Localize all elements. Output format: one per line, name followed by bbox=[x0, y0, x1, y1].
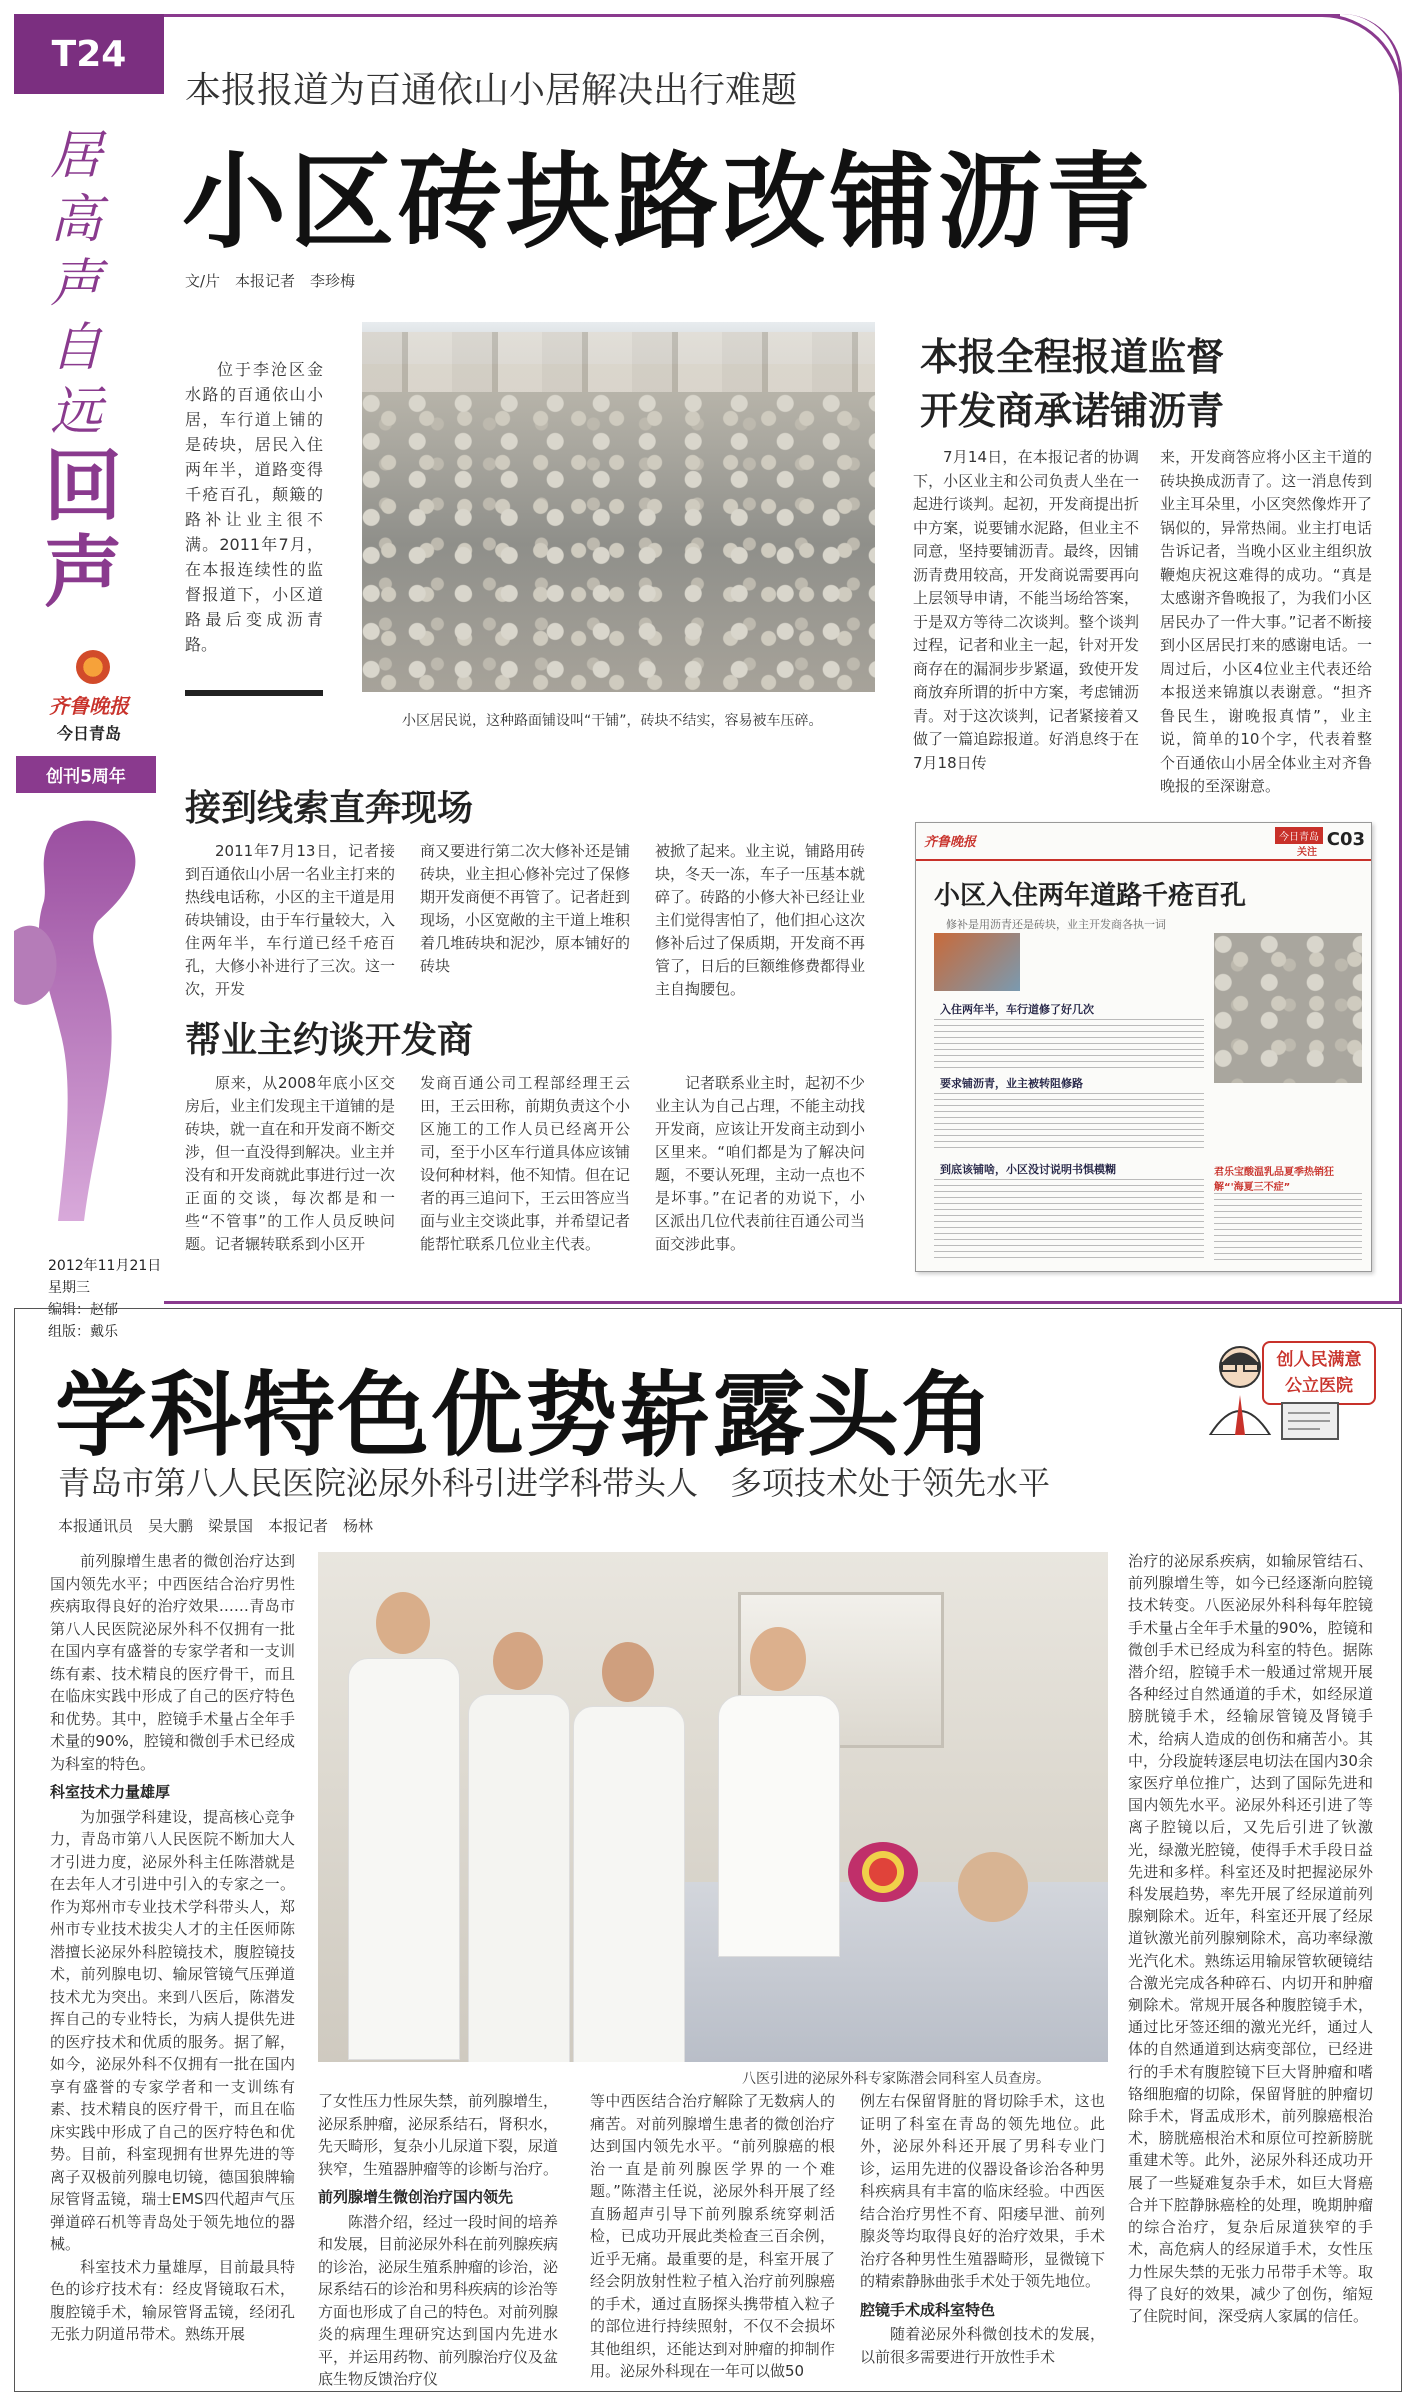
designer-credit: 组版：戴乐 bbox=[48, 1324, 118, 1340]
b-col4-body: 随着泌尿外科微创技术的发展，以前很多需要进行开放性手术 bbox=[860, 2325, 1105, 2366]
b-col1-intro: 前列腺增生患者的微创治疗达到国内领先水平；中西医结合治疗男性疾病取得良好的治疗效果……青岛市第八人民医院泌尿外科不仅拥有一批在国内享有盛誉的专家学者和一支训练有素、技术精良的医疗骨干，而且在临床实践中形成了自己的医疗特色和优势。其中，腔镜手术量占全年手术量的90%，腔镜和微创手术已经成为科室的特色。 bbox=[50, 1552, 295, 1773]
sec1-col3-text: 被掀了起来。业主说，铺路用砖块，冬天一冻，车子一压基本就碎了。砖路的小修大补已经让业主们觉得害怕了，他们担心这次修补后过了保质期，开发商不再管了，日后的巨额维修费都得业主自掏腰包。 bbox=[655, 842, 866, 998]
decorative-figure-icon bbox=[14, 811, 164, 1231]
doctor-3-head bbox=[602, 1642, 654, 1702]
doctor-4 bbox=[718, 1627, 838, 1957]
b-col1-body: 为加强学科建设，提高核心竞争力，青岛市第八人民医院不断加大人才引进力度，泌尿外科主任陈潜就是在去年人才引进中引入的专家之一。作为郑州市专业技术学科带头人，郑州市专业技术拔尖人才的主任医师陈潜擅长泌尿外科腔镜技术，腹腔镜技术，前列腺电切、输尿管镜气压弹道技术尤为突出。来到八医后，陈潜发挥自己的专业特长，为病人提供先进的医疗技术和优质的服务。据了解，如今，泌尿外科不仅拥有一批在国内享有盛誉的专家学者和一支训练有素、技术精良的医疗骨干，而且在临床实践中形成了自己的医疗特色和优势。目前，科室现拥有世界先进的等离子双极前列腺电切镜，德国狼牌输尿管肾盂镜，瑞士EMS四代超声气压弹道碎石机等青岛处于领先地位的器械。 bbox=[50, 1807, 295, 2253]
b-col5 bbox=[1128, 1550, 1373, 2327]
photo1-caption: 小区居民说，这种路面铺设叫“干铺”，砖块不结实，容易被车压碎。 bbox=[402, 713, 823, 729]
sec2-col2 bbox=[420, 1072, 630, 1256]
doctor-4-head bbox=[750, 1627, 806, 1691]
page-number: T24 bbox=[51, 34, 127, 75]
sec2-col3 bbox=[655, 1072, 865, 1256]
b-col3 bbox=[590, 2090, 835, 2383]
lead-divider bbox=[185, 690, 323, 696]
sec1-col1-text: 2011年7月13日，记者接到百通依山小居一名业主打来的热线电话称，小区的主干道是用砖块铺设，由于车行量较大，入住两年半，车行道已经千疮百孔，大修小补进行了三次。这一次，开发 bbox=[185, 842, 396, 998]
b-col2 bbox=[318, 2090, 558, 2391]
clip-logo: 齐鲁晚报 bbox=[924, 835, 977, 850]
clip-side-note: 君乐宝酸温乳品夏季热销狂解“'海夏三不症” bbox=[1214, 1167, 1334, 1193]
lead-text bbox=[185, 357, 323, 657]
clip-item-1: 入住两年半，车行道修了好几次 bbox=[940, 1003, 1094, 1016]
sec2-col3-text: 记者联系业主时，起初不少业主认为自己占理，不能主动找开发商，应该让开发商主动到小区里来。“咱们都是为了解决问题，不要认死理，主动一点也不是坏事。”在记者的劝说下，小区派出几位代表前往百通公司当面交涉此事。 bbox=[655, 1074, 866, 1253]
doctor-4-coat bbox=[718, 1695, 840, 1957]
byline-top: 文/片 本报记者 李珍梅 bbox=[185, 272, 356, 290]
doctor-2-coat bbox=[468, 1694, 570, 2062]
doctor-1-head bbox=[376, 1592, 430, 1654]
doctor-2-head bbox=[493, 1632, 543, 1690]
issue-weekday: 星期三 bbox=[48, 1280, 90, 1296]
ward-round-photo bbox=[318, 1552, 1108, 2062]
sec1-col3 bbox=[655, 840, 865, 1001]
paper-logo-icon bbox=[76, 650, 110, 684]
sec2-col1 bbox=[185, 1072, 395, 1256]
patient bbox=[958, 1852, 1028, 1922]
top-frame-line bbox=[160, 14, 1340, 17]
sec1-col1 bbox=[185, 840, 395, 1001]
section-art-huisheng: 回声 bbox=[44, 441, 123, 618]
clip-side-lines bbox=[1214, 1193, 1362, 1263]
editor-credit: 编辑：赵郁 bbox=[48, 1302, 118, 1318]
b-col2-subhead: 前列腺增生微创治疗国内领先 bbox=[318, 2188, 514, 2206]
bricks-photo bbox=[362, 322, 875, 692]
doctor-2 bbox=[468, 1632, 568, 2062]
b-col4-subhead: 腔镜手术成科室特色 bbox=[860, 2300, 996, 2319]
right-column-1-text: 7月14日，在本报记者的协调下，小区业主和公司负责人坐在一起进行谈判。起初，开发商提出折中方案，说要铺水泥路，但业主不同意，坚持要铺沥青。最终，因铺沥青费用较高，开发商说需要再向上层领导申请，不能当场给答案，于是双方等待二次谈判。整个谈判过程，记者和业主一起，针对开发商存在的漏洞步步紧逼，致使开发商放弃所谓的折中方案，考虑铺沥青。对于这次谈判，记者紧接着又做了一篇追踪报道。好消息终于在7月18日传 bbox=[913, 448, 1139, 772]
sec1-col2 bbox=[420, 840, 630, 978]
clip-item-3: 到底该铺啥，小区没讨说明书惧模糊 bbox=[940, 1163, 1116, 1176]
doctor-1 bbox=[348, 1592, 458, 2062]
clip-photo-small bbox=[934, 933, 1020, 991]
b-col3-text: 等中西医结合治疗解除了无数病人的痛苦。对前列腺增生患者的微创治疗达到国内领先水平。“前列腺癌的根治一直是前列腺医学界的一个难题。”陈潜主任说，泌尿外科开展了经直肠超声引导下前列腺系统穿刺活检，已成功开展此类检查三百余例，近乎无痛。最重要的是，科室开展了经会阴放射性粒子植入治疗前列腺癌的手术，通过直肠探头携带植入粒子的部位进行持续照射，不仅不会损坏其他组织，还能达到对肿瘤的抑制作用。泌尿外科现在一年可以做50 bbox=[590, 2092, 835, 2380]
b-col4 bbox=[860, 2090, 1105, 2368]
photo-buildings bbox=[362, 332, 875, 392]
right-headline-1: 本报全程报道监督 bbox=[920, 335, 1225, 379]
doctor-3-coat bbox=[573, 1706, 685, 2062]
right-column-2-text: 来，开发商答应将小区主干道的砖块换成沥青了。这一消息传到业主耳朵里，小区突然像炸开了锅似的，异常热闹。业主打电话告诉记者，当晚小区业主组织放鞭炮庆祝这难得的成功。“真是太感谢齐鲁晚报了，为我们小区居民办了一件大事。”记者不断接到小区居民打来的感谢电话。一周过后，小区4位业主代表还给本报送来锦旗以表谢意。“担齐鲁民生，谢晚报真情”，业主说，简单的10个字，代表着整个百通依山小居全体业主对齐鲁晚报的至深谢意。 bbox=[1160, 448, 1372, 795]
clip-item-2: 要求铺沥青，业主被转阻修路 bbox=[940, 1077, 1083, 1090]
top-frame-corner bbox=[1300, 14, 1402, 114]
anniversary-badge: 创刊5周年 bbox=[16, 756, 156, 793]
bottom-byline: 本报通讯员 吴大鹏 梁景国 本报记者 杨林 bbox=[58, 1517, 374, 1535]
b-col1-body2: 科室技术力量雄厚，目前最具特色的诊疗技术有：经皮肾镜取石术，腹腔镜手术，输尿管肾盂镜，经闭孔无张力阴道吊带术。熟练开展 bbox=[50, 2257, 295, 2343]
clip-tag: 今日青岛 bbox=[1275, 827, 1323, 844]
b-col2-text: 了女性压力性尿失禁，前列腺增生，泌尿系肿瘤，泌尿系结石，肾积水，先天畸形，复杂小儿尿道下裂，尿道狭窄，生殖器肿瘤等的诊断与治疗。 bbox=[318, 2092, 559, 2178]
right-column-2 bbox=[1160, 446, 1372, 799]
clip-page: C03 bbox=[1326, 829, 1365, 850]
sec1-col2-text: 商又要进行第二次大修补还是铺砖块，业主担心修补完过了保修期开发商便不再管了。记者赶到现场，小区宽敞的主干道上堆积着几堆砖块和泥沙，原本铺好的砖块 bbox=[420, 842, 631, 975]
newspaper-clipping bbox=[915, 822, 1372, 1272]
photo-bricks bbox=[362, 392, 875, 692]
clip-lines-1 bbox=[934, 1019, 1204, 1069]
clip-header bbox=[916, 823, 1371, 861]
clip-photo-large bbox=[1214, 933, 1362, 1083]
clip-lines-3 bbox=[934, 1179, 1204, 1259]
bottom-headline: 学科特色优势崭露头角 bbox=[55, 1362, 996, 1469]
b-col2-body: 陈潜介绍，经过一段时间的培养和发展，目前泌尿外科在前列腺疾病的诊治，泌尿生殖系肿瘤的诊治，泌尿系结石的诊治和男科疾病的诊治等方面也形成了自己的特色。对前列腺炎的病理生理研究达到国内先进水平，并运用药物、前列腺治疗仪及盆底生物反馈治疗仪 bbox=[318, 2212, 559, 2388]
sidebar bbox=[14, 94, 164, 1340]
hospital-badge bbox=[1200, 1335, 1375, 1440]
page-number-tab bbox=[14, 14, 164, 94]
photo2-caption: 八医引进的泌尿外科专家陈潜会同科室人员查房。 bbox=[742, 2071, 1050, 2087]
lead-paragraph: 位于李沧区金水路的百通依山小居，车行道上铺的是砖块，居民入住两年半，道路变得千疮百孔，颠簸的路补让业主很不满。2011年7月，在本报连续性的监督报道下，小区道路最后变成沥青路。 bbox=[185, 360, 323, 654]
b-col1-subhead: 科室技术力量雄厚 bbox=[50, 1783, 171, 1801]
right-column-1 bbox=[913, 446, 1139, 775]
right-headline-2: 开发商承诺铺沥青 bbox=[920, 389, 1225, 433]
b-col1 bbox=[50, 1550, 295, 2346]
sec2-col2-text: 发商百通公司工程部经理王云田，王云田称，前期负责这个小区施工的工作人员已经离开公司，至于小区车行道具体应该铺设何种材料，他不知情。但在记者的再三追问下，王云田答应当面与业主交谈此事，并希望记者能帮忙联系几位业主代表。 bbox=[420, 1074, 631, 1253]
clipboard-icon bbox=[1280, 1401, 1340, 1441]
badge-text: 创人民满意公立医院 bbox=[1276, 1350, 1362, 1396]
b-col4-text: 例左右保留肾脏的肾切除手术，这也证明了科室在青岛的领先地位。此外，泌尿外科还开展了男科专业门诊，运用先进的仪器设备诊治各种男科疾病具有丰富的临床经验。中西医结合治疗男性不育、阳痿早泄、前列腺炎等均取得良好的治疗效果，手术治疗各种男性生殖器畸形，显微镜下的精索静脉曲张手术处于领先地位。 bbox=[860, 2092, 1105, 2290]
doctor-1-coat bbox=[348, 1658, 460, 2060]
clip-lines-2 bbox=[934, 1093, 1204, 1153]
flowers bbox=[848, 1842, 918, 1902]
badge-box bbox=[1262, 1341, 1376, 1405]
bottom-subtitle: 青岛市第八人民医院泌尿外科引进学科带头人 多项技术处于领先水平 bbox=[58, 1464, 1051, 1502]
paper-sub: 今日青岛 bbox=[56, 724, 121, 743]
main-headline: 小区砖块路改铺沥青 bbox=[182, 141, 1155, 263]
top-subtitle: 本报报道为百通依山小居解决出行难题 bbox=[185, 70, 798, 111]
paper-name: 齐鲁晚报 bbox=[49, 694, 129, 718]
issue-date: 2012年11月21日 bbox=[48, 1258, 162, 1274]
clip-headline: 小区入住两年道路千疮百孔 bbox=[934, 881, 1247, 911]
doctor-3 bbox=[573, 1642, 683, 2062]
b-col5-text: 治疗的泌尿系疾病，如输尿管结石、前列腺增生等，如今已经逐渐向腔镜技术转变。八医泌尿外科科每年腔镜手术量占全年手术量的90%，腔镜和微创手术已经成为科室的特色。据陈潜介绍，腔镜手术一般通过常规开展各种经过自然通道的手术，如经尿道膀胱镜手术，经输尿管镜及肾镜手术，给病人造成的创伤和痛苦小。其中，分段旋转逐层电切法在国内30余家医疗单位推广，达到了国际先进和国内领先水平。泌尿外科还引进了等离子腔镜以后，又先后引进了钬激光，绿激光腔镜，使得手术手段日益先进和多样。科室还及时把握泌尿外科发展趋势，率先开展了经尿道前列腺剜除术。近年，科室还开展了经尿道钬激光前列腺剜除术，高功率绿激光汽化术。熟练运用输尿管软硬镜结合激光完成各种碎石、内切开和肿瘤剜除术。常规开展各种腹腔镜手术，通过比牙签还细的激光光纤，通过人体的自然通道到达病变部位，已经进行的手术有腹腔镜下巨大肾肿瘤和嗜铬细胞瘤的切除，保留肾脏的肿瘤切除手术，肾盂成形术，前列腺癌根治术，膀胱癌根治术和原位可控新膀胱重建术等。此外，泌尿外科还成功开展了一些疑难复杂手术，如巨大肾癌合并下腔静脉癌栓的处理，晚期肿瘤的综合治疗，复杂后尿道狭窄的手术，高危病人的经尿道手术，女性压力性尿失禁的无张力吊带手术等。取得了良好的效果，减少了创伤，缩短了住院时间，深受病人家属的信任。 bbox=[1128, 1552, 1373, 2325]
sec2-col1-text: 原来，从2008年底小区交房后，业主们发现主干道铺的是砖块，就一直在和开发商不断交涉，但一直没得到解决。业主并没有和开发商就此事进行过一次正面的交谈，每次都是和一些“不管事”的工作人员反映问题。记者辗转联系到小区开 bbox=[185, 1074, 396, 1253]
clip-tag2: 关注 bbox=[1297, 847, 1317, 858]
section1-heading: 接到线索直奔现场 bbox=[185, 788, 474, 829]
section2-heading: 帮业主约谈开发商 bbox=[185, 1020, 474, 1061]
section-art-calligraphy: 居高声自远 bbox=[50, 126, 103, 442]
clip-subhead: 修补是用沥青还是砖块，业主开发商各执一词 bbox=[946, 918, 1166, 931]
